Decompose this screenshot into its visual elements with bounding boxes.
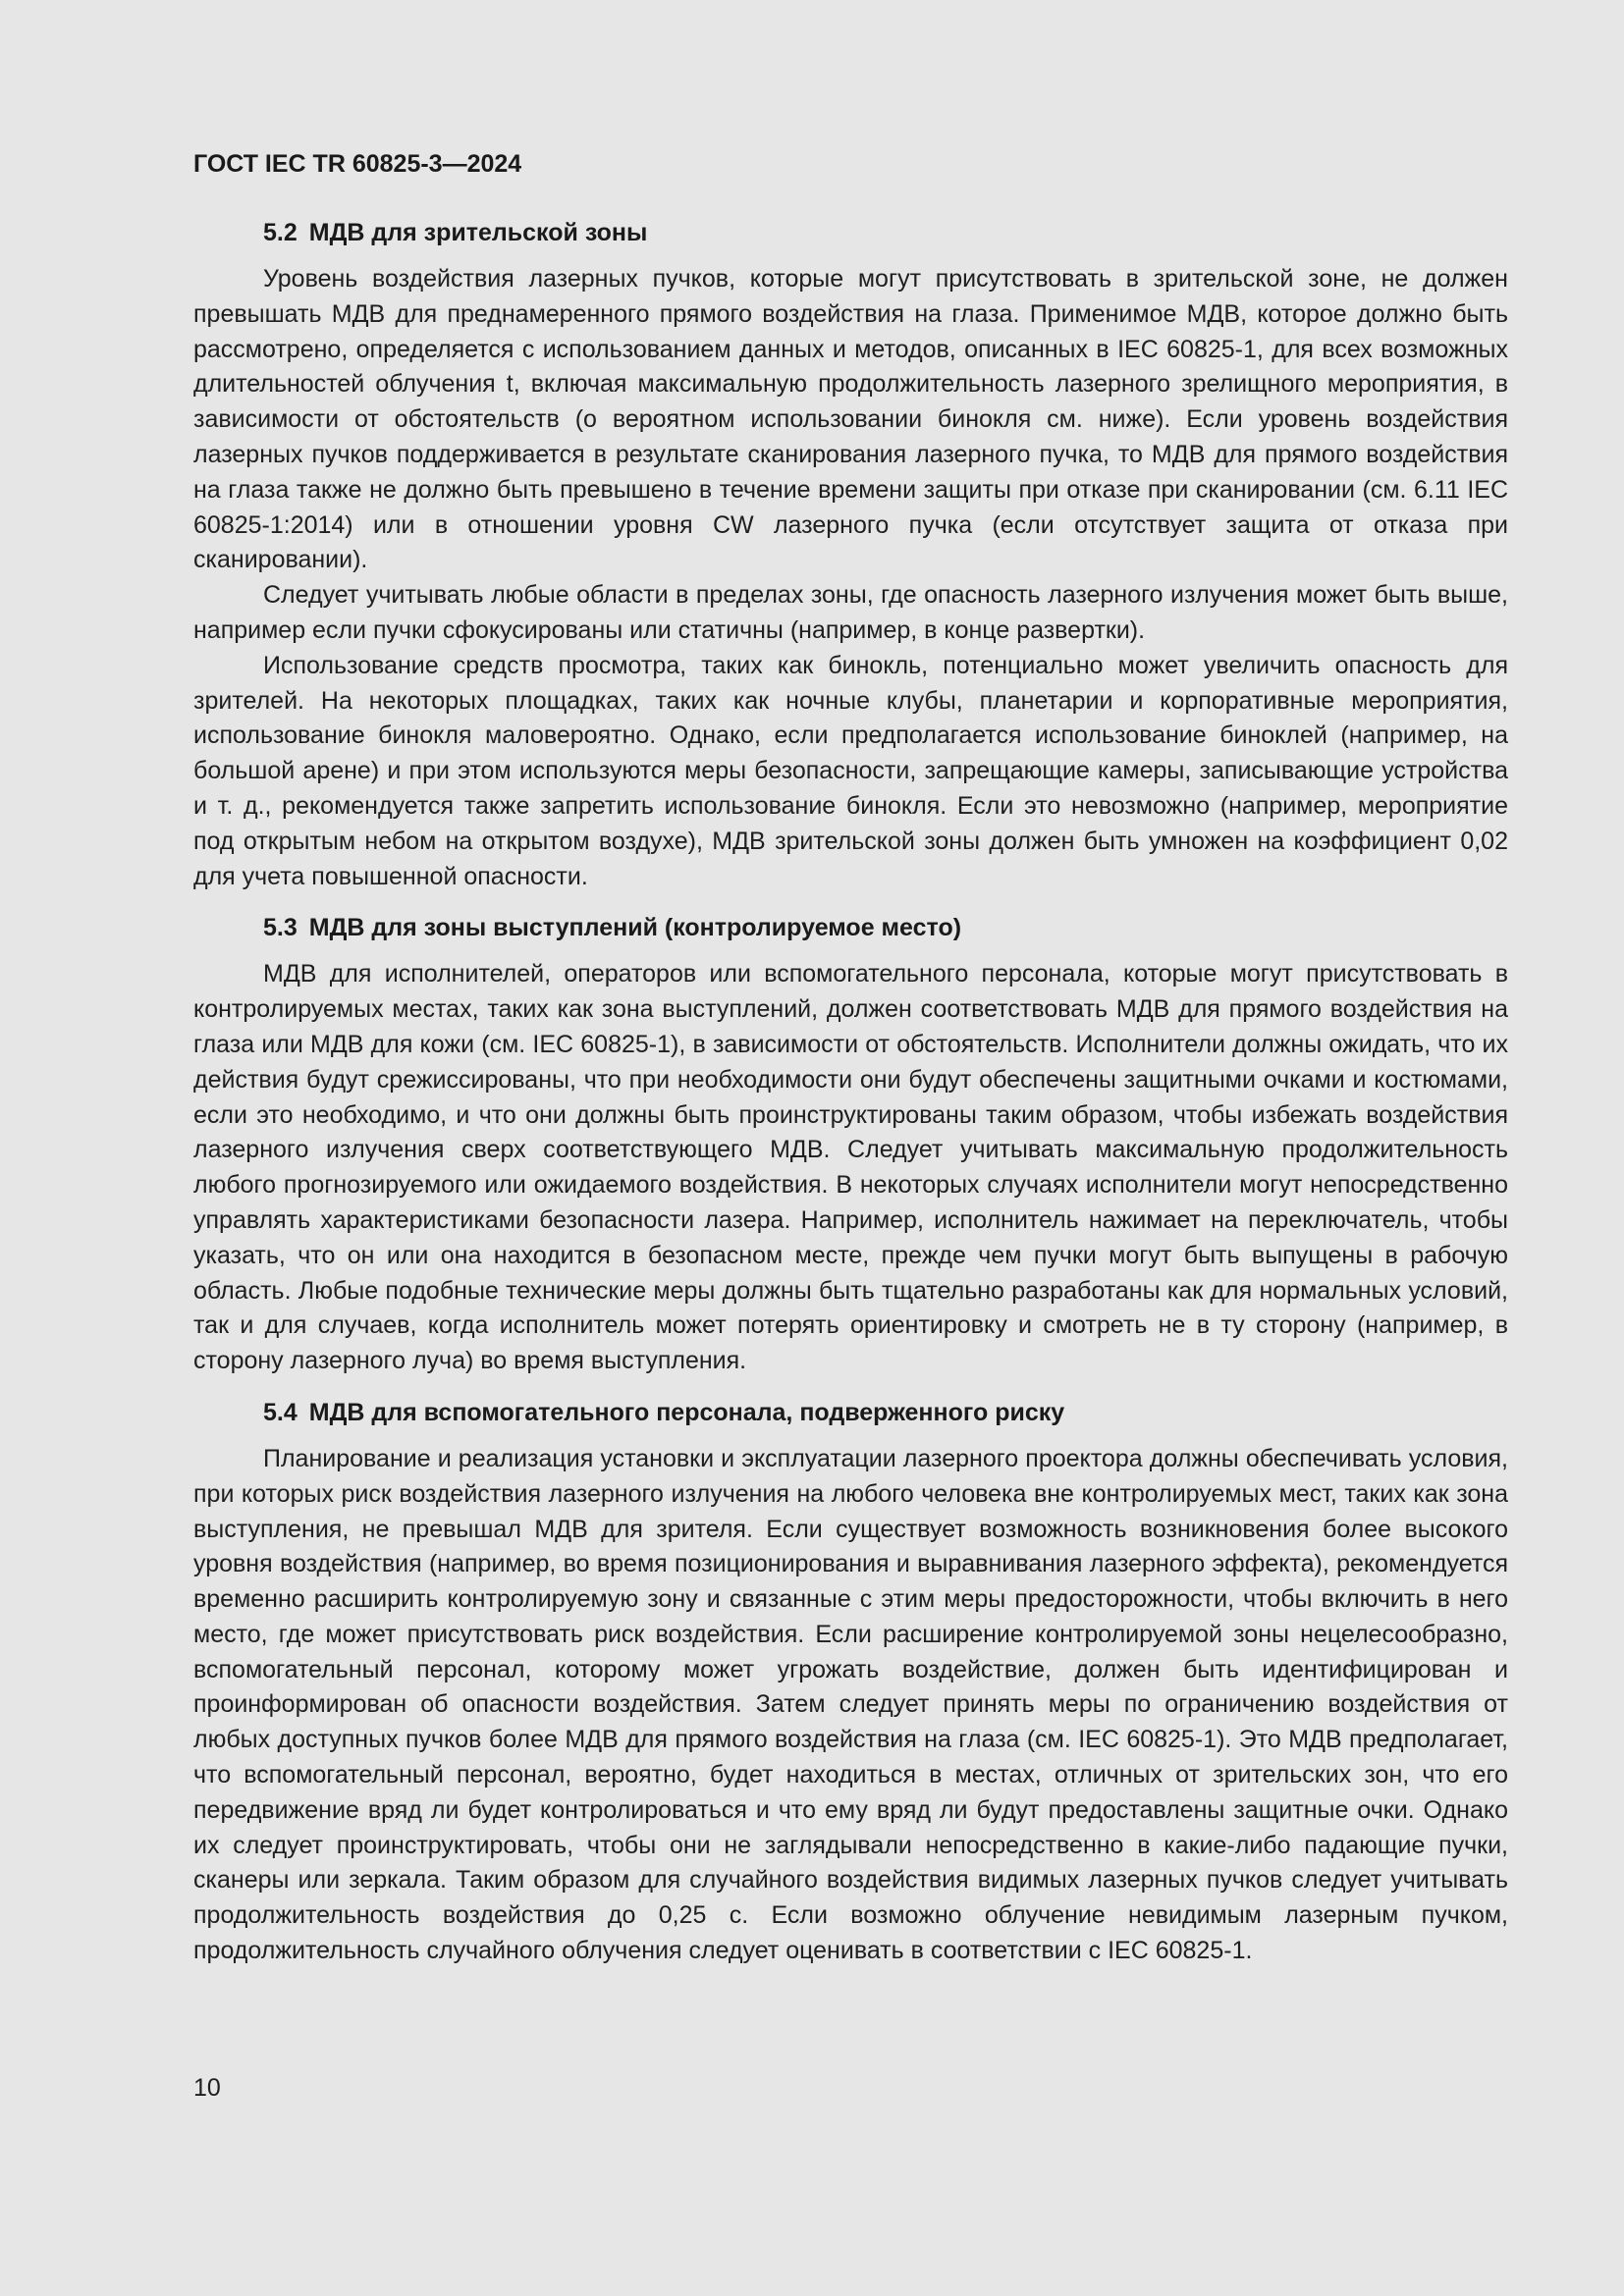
paragraph: Следует учитывать любые области в пределах зоны, где опасность лазерного излучения может быть выше, например если пучки сфокусированы или статичны (например, в конце развертки). — [193, 581, 1508, 644]
section-title-text: МДВ для зоны выступлений (контролируемое место) — [308, 914, 962, 942]
section-number: 5.4 — [263, 1398, 298, 1426]
paragraph: Планирование и реализация установки и эксплуатации лазерного проектора должны обеспечивать условия, при которых риск воздействия лазерного излучения на любого человека вне контролируемых мест, таких как зона выступления, не превышал МДВ для зрителя. Если существует возможность возникновения более высокого уровня воздействия (например, во время позиционирования и выравнивания лазерного эффекта), рекомендуется временно расширить контролируемую зону и связанные с этим меры предосторожности, чтобы включить в него место, где может присутствовать риск воздействия. Если расширение контролируемой зоны нецелесообразно, вспомогательный персонал, которому может угрожать воздействие, должен быть идентифицирован и проинформирован об опасности воздействия. Затем следует принять меры по ограничению воздействия от любых доступных пучков более МДВ для прямого воздействия на глаза (см. IEC 60825-1). Это МДВ предполагает, что вспомогательный персонал, вероятно, будет находиться в местах, отличных от зрительских зон, что его передвижение вряд ли будет контролироваться и что ему вряд ли будут предоставлены защитные очки. Однако их следует проинструктировать, чтобы они не заглядывали непосредственно в какие-либо падающие пучки, сканеры или зеркала. Таким образом для случайного воздействия видимых лазерных пучков следует учитывать продолжительность воздействия до 0,25 с. Если возможно облучение невидимым лазерным пучком, продолжительность случайного облучения следует оценивать в соответствии с IEC 60825-1. — [193, 1444, 1508, 1965]
paragraph: МДВ для исполнителей, операторов или вспомогательного персонала, которые могут присутствовать в контролируемых местах, таких как зона выступлений, должен соответствовать МДВ для прямого воздействия на глаза или МДВ для кожи (см. IEC 60825-1), в зависимости от обстоятельств. Исполнители должны ожидать, что их действия будут срежиссированы, что при необходимости они будут обеспечены защитными очками и костюмами, если это необходимо, и что они должны быть проинструктированы таким образом, чтобы избежать воздействия лазерного излучения сверх соответствующего МДВ. Следует учитывать максимальную продолжительность любого прогнозируемого или ожидаемого воздействия. В некоторых случаях исполнители могут непосредственно управлять характеристиками безопасности лазера. Например, исполнитель нажимает на переключатель, чтобы указать, что он или она находится в безопасном месте, прежде чем пучки могут быть выпущены в рабочую область. Любые подобные технические меры должны быть тщательно разработаны как для нормальных условий, так и для случаев, когда исполнитель может потерять ориентировку и смотреть не в ту сторону (например, в сторону лазерного луча) во время выступления. — [193, 960, 1508, 1375]
section-title — [193, 911, 1508, 944]
document-header: ГОСТ IEC TR 60825-3—2024 — [193, 150, 522, 178]
section-5-3 — [193, 911, 1508, 1379]
section-title — [193, 216, 1508, 249]
page-number: 10 — [193, 2074, 221, 2102]
section-title-text: МДВ для зрительской зоны — [308, 219, 648, 246]
section-5-2 — [193, 216, 1508, 894]
section-title — [193, 1396, 1508, 1429]
section-5-4 — [193, 1396, 1508, 1969]
document-page — [193, 147, 1508, 1986]
paragraph: Использование средств просмотра, таких как бинокль, потенциально может увеличить опасность для зрителей. На некоторых площадках, таких как ночные клубы, планетарии и корпоративные мероприятия, использование бинокля маловероятно. Однако, если предполагается использование биноклей (например, на большой арене) и при этом используются меры безопасности, запрещающие камеры, записывающие устройства и т. д., рекомендуется также запретить использование бинокля. Если это невозможно (например, мероприятие под открытым небом на открытом воздухе), МДВ зрительской зоны должен быть умножен на коэффициент 0,02 для учета повышенной опасности. — [193, 651, 1508, 890]
section-number: 5.2 — [263, 219, 298, 246]
paragraph: Уровень воздействия лазерных пучков, которые могут присутствовать в зрительской зоне, не должен превышать МДВ для преднамеренного прямого воздействия на глаза. Применимое МДВ, которое должно быть рассмотрено, определяется с использованием данных и методов, описанных в IEC 60825-1, для всех возможных длительностей облучения t, включая максимальную продолжительность лазерного зрелищного мероприятия, в зависимости от обстоятельств (о вероятном использовании бинокля см. ниже). Если уровень воздействия лазерных пучков поддерживается в результате сканирования лазерного пучка, то МДВ для прямого воздействия на глаза также не должно быть превышено в течение времени защиты при отказе при сканировании (см. 6.11 IEC 60825-1:2014) или в отношении уровня CW лазерного пучка (если отсутствует защита от отказа при сканировании). — [193, 265, 1508, 574]
section-number: 5.3 — [263, 914, 298, 942]
section-title-text: МДВ для вспомогательного персонала, подверженного риску — [308, 1398, 1065, 1426]
